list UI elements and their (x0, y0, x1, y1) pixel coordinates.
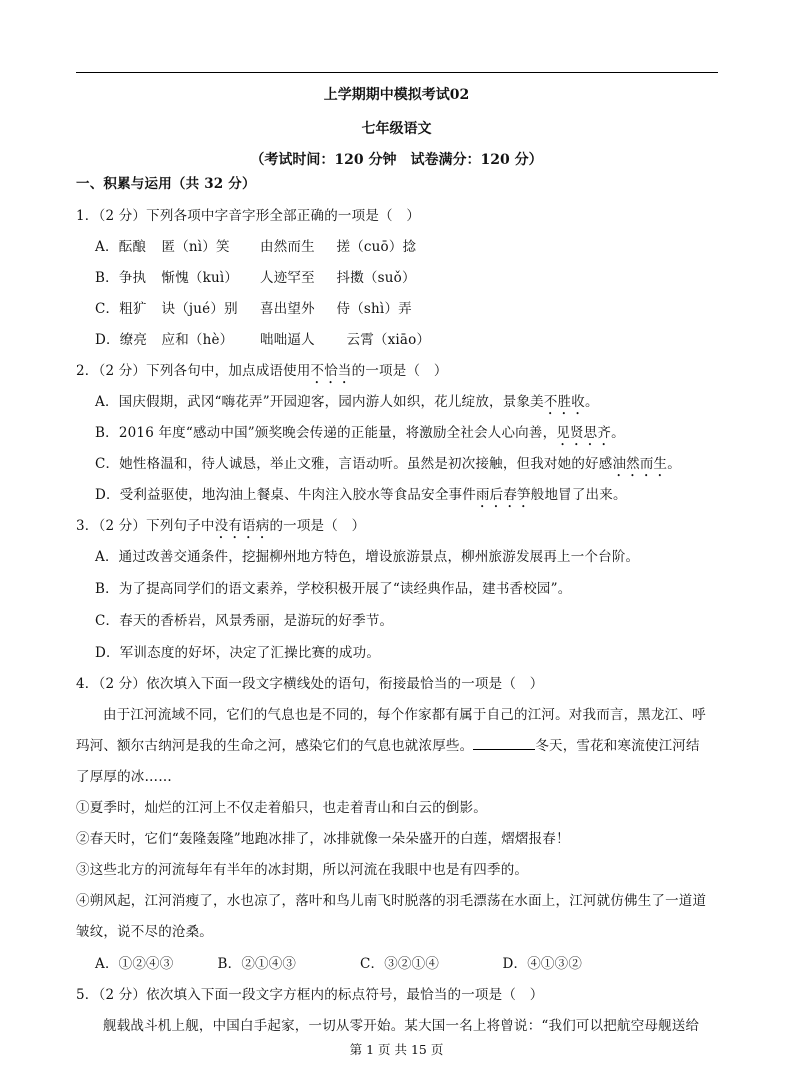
q3-option-b: B．为了提高同学们的语文素养，学校积极开展了“读经典作品，建书香校园”。 (95, 581, 572, 597)
q3-stem-text: 3．（2 分）下列句子中 (76, 518, 215, 534)
q1-option-d (95, 328, 430, 348)
q3-stem-tail: 的一项是（ ） (269, 518, 366, 534)
q2-option-d (95, 483, 627, 511)
q3-option-a: A．通过改善交通条件，挖掘柳州地方特色，增设旅游景点，柳州旅游发展再上一个台阶。 (95, 549, 640, 565)
q2-stem (76, 359, 448, 387)
q4-sentence-4-line1: ④朔风起，江河消瘦了，水也凉了，落叶和鸟儿南飞时脱落的羽毛漂荡在水面上，江河就仿佛生了一道道 (76, 893, 707, 909)
exam-info: （考试时间：120 分钟 试卷满分：120 分） (250, 152, 543, 168)
q2-a-tail: 。 (584, 394, 599, 410)
q1-b-4: 抖擞（suǒ） (336, 270, 416, 286)
q4-sentence-2: ②春天时，它们“轰隆轰隆”地跑冰排了，冰排就像一朵朵盛开的白莲，熠熠报春！ (76, 831, 570, 847)
q1-option-c (95, 297, 412, 317)
q2-b-text: B．2016 年度“感动中国”颁奖晚会传递的正能量，将激励全社会人心向善， (95, 425, 557, 441)
q2-c-idiom: 油然而生 (612, 456, 668, 472)
q1-d-2: 应和（hè） (161, 332, 234, 348)
q2-d-tail: 般地冒了出来。 (530, 487, 627, 503)
q2-option-a (95, 390, 599, 418)
q5-passage-line1: 舰载战斗机上舰，中国白手起家，一切从零开始。某大国一名上将曾说：“我们可以把航空母舰送给 (103, 1018, 700, 1034)
q3-stem (76, 514, 365, 542)
q4-passage-line2 (76, 734, 700, 754)
q1-c-1: C．粗犷 (95, 301, 147, 317)
q2-c-tail: 。 (667, 456, 681, 472)
q1-c-3: 喜出望外 (260, 301, 315, 317)
q4-passage-tail: 冬天，雪花和寒流使江河结 (535, 738, 700, 754)
q4-sentence-3: ③这些北方的河流每年有半年的冰封期，所以河流在我眼中也是有四季的。 (76, 862, 529, 878)
q4-options (95, 952, 582, 972)
q4-stem: 4．（2 分）依次填入下面一段文字横线处的语句，衔接最恰当的一项是（ ） (76, 676, 544, 692)
exam-grade-subject: 七年级语文 (361, 121, 432, 137)
q4-sentence-4-line2: 皱纹，说不尽的沧桑。 (76, 924, 213, 940)
q1-option-a (95, 235, 416, 255)
q1-b-3: 人迹罕至 (260, 270, 315, 286)
q2-option-c (95, 452, 681, 480)
section-heading: 一、积累与运用（共 32 分） (76, 176, 256, 192)
page-number: 第 1 页 共 15 页 (349, 1042, 444, 1057)
q2-d-idiom: 雨后春笋 (475, 487, 531, 503)
q4-option-b: B．②①④③ (217, 956, 297, 972)
q1-c-4: 侍（shì）弄 (336, 301, 412, 317)
q3-option-d: D．军训态度的好坏，决定了汇操比赛的成功。 (95, 645, 381, 661)
q1-stem: 1．（2 分）下列各项中字音字形全部正确的一项是（ ） (76, 208, 421, 224)
q2-option-b (95, 421, 625, 449)
q1-b-2: 惭愧（kuì） (161, 270, 239, 286)
q1-a-1: A．酝酿 (95, 239, 147, 255)
q1-a-2: 匿（nì）笑 (161, 239, 230, 255)
q1-c-2: 诀（jué）别 (161, 301, 238, 317)
q4-option-a: A．①②④③ (95, 956, 174, 972)
q2-stem-tail: 的一项是（ ） (351, 363, 448, 379)
q3-option-c: C．春天的香桥岩，风景秀丽，是游玩的好季节。 (95, 613, 394, 629)
q2-stem-emphasis: 不恰当 (310, 363, 352, 379)
q4-passage-line3: 了厚厚的冰…… (76, 769, 172, 785)
q2-c-text: C．她性格温和，待人诚恳，举止文雅，言语动听。虽然是初次接触，但我对她的好感 (95, 456, 613, 472)
q4-passage-text: 玛河、额尔古纳河是我的生命之河，感染它们的气息也就浓厚些。 (76, 738, 474, 754)
q1-d-3: 咄咄逼人 (260, 332, 315, 348)
q4-answer-blank (473, 737, 535, 750)
q3-stem-emphasis: 没有语病 (214, 518, 270, 534)
exam-title: 上学期期中模拟考试02 (323, 87, 470, 103)
header-rule (76, 72, 718, 73)
q2-b-idiom: 见贤思齐 (556, 425, 612, 441)
q2-d-text: D．受利益驱使，地沟油上餐桌、牛肉注入胶水等食品安全事件 (95, 487, 476, 503)
q1-a-4: 搓（cuō）捻 (336, 239, 417, 255)
q1-d-1: D．缭亮 (95, 332, 148, 348)
q2-b-tail: 。 (611, 425, 625, 441)
q5-stem: 5．（2 分）依次填入下面一段文字方框内的标点符号，最恰当的一项是（ ） (76, 987, 544, 1003)
q4-sentence-1: ①夏季时，灿烂的江河上不仅走着船只，也走着青山和白云的倒影。 (76, 800, 487, 816)
q4-passage-line1: 由于江河流域不同，它们的气息也是不同的，每个作家都有属于自己的江河。对我而言，黑龙江、呼 (103, 707, 706, 723)
q2-a-text: A．国庆假期，武冈“嗨花弄”开园迎客，园内游人如织，花儿绽放，景象美 (95, 394, 544, 410)
q4-option-d: D．④①③② (502, 956, 583, 972)
q1-a-3: 由然而生 (260, 239, 315, 255)
q2-a-idiom: 不胜收 (543, 394, 585, 410)
q2-stem-text: 2．（2 分）下列各句中，加点成语使用 (76, 363, 311, 379)
q4-option-c: C．③②①④ (360, 956, 440, 972)
q1-option-b (95, 266, 416, 286)
q1-b-1: B．争执 (95, 270, 147, 286)
q1-d-4: 云霄（xiāo） (346, 332, 431, 348)
